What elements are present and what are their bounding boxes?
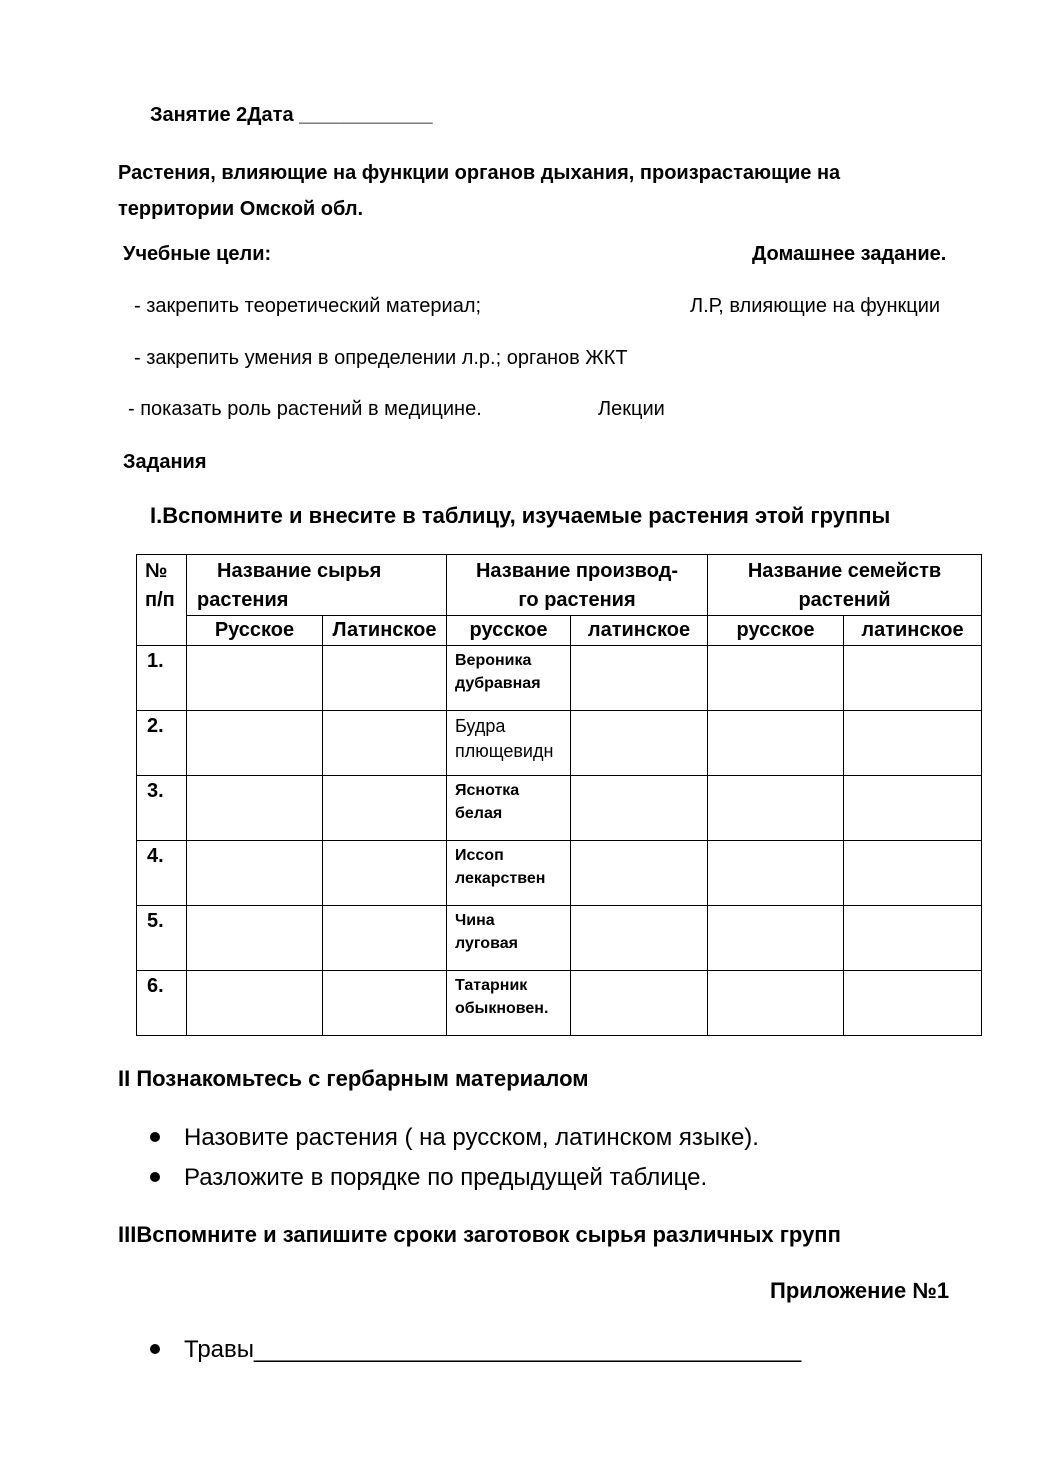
bullet-icon: [150, 1132, 160, 1142]
row-number: 4.: [137, 841, 187, 906]
lesson-date-line: Занятие 2Дата ____________: [150, 104, 433, 126]
subheader-latin: Латинское: [323, 616, 447, 646]
row-number: 3.: [137, 776, 187, 841]
empty-cell: [187, 646, 323, 711]
bullet-text: Травы_________________________________________: [184, 1336, 802, 1363]
row-number: 5.: [137, 906, 187, 971]
empty-cell: [571, 776, 708, 841]
task-2-title: II Познакомьтесь с гербарным материалом: [118, 1066, 589, 1091]
plant-name: Татарник обыкновен.: [447, 971, 571, 1036]
subheader-russian: Русское: [187, 616, 323, 646]
empty-cell: [323, 841, 447, 906]
empty-cell: [844, 906, 982, 971]
lesson-topic: Растения, влияющие на функции органов дыхания, произрастающие на территории Омской обл.: [118, 162, 841, 220]
empty-cell: [571, 711, 708, 776]
goal-item: - закрепить теоретический материал;: [134, 295, 482, 317]
empty-cell: [571, 971, 708, 1036]
plants-table: [136, 554, 982, 1036]
table-row: [137, 906, 982, 971]
bullet-item: [150, 1336, 801, 1364]
empty-cell: [571, 906, 708, 971]
empty-cell: [708, 776, 844, 841]
goal-item: - показать роль растений в медицине.: [128, 398, 482, 420]
empty-cell: [323, 971, 447, 1036]
column-header-producing-plant: Название производ-го растения: [447, 555, 708, 616]
table-row: [137, 776, 982, 841]
subheader-russian: русское: [447, 616, 571, 646]
empty-cell: [708, 646, 844, 711]
empty-cell: [187, 776, 323, 841]
empty-cell: [708, 971, 844, 1036]
task-1-title: I.Вспомните и внесите в таблицу, изучаемые растения этой группы: [150, 503, 891, 528]
empty-cell: [844, 841, 982, 906]
empty-cell: [571, 646, 708, 711]
empty-cell: [187, 711, 323, 776]
empty-cell: [323, 646, 447, 711]
goals-heading: Учебные цели:: [123, 243, 272, 265]
empty-cell: [708, 906, 844, 971]
column-header-family: Название семейств растений: [708, 555, 982, 616]
homework-line: Л.Р, влияющие на функции: [690, 295, 941, 317]
empty-cell: [708, 711, 844, 776]
row-number: 6.: [137, 971, 187, 1036]
empty-cell: [708, 841, 844, 906]
table-row: [137, 971, 982, 1036]
empty-cell: [187, 971, 323, 1036]
appendix-label: Приложение №1: [770, 1278, 950, 1303]
bullet-icon: [150, 1344, 160, 1354]
plant-name: Яснотка белая: [447, 776, 571, 841]
homework-heading: Домашнее задание.: [752, 243, 947, 265]
table-row: [137, 711, 982, 776]
empty-cell: [571, 841, 708, 906]
empty-cell: [844, 711, 982, 776]
empty-cell: [844, 646, 982, 711]
column-header-raw-material: Название сырья растения: [187, 555, 447, 616]
bullet-item: [150, 1164, 707, 1192]
empty-cell: [323, 711, 447, 776]
goal-item: - закрепить умения в определении л.р.; органов ЖКТ: [134, 347, 628, 369]
homework-line: Лекции: [598, 398, 665, 420]
empty-cell: [323, 906, 447, 971]
plant-name: Будра плющевидн: [447, 711, 571, 776]
plant-name: Иссоп лекарствен: [447, 841, 571, 906]
column-header-number: № п/п: [137, 555, 187, 646]
tasks-heading: Задания: [123, 451, 207, 473]
bullet-item: [150, 1124, 759, 1152]
subheader-russian: русское: [708, 616, 844, 646]
subheader-latin: латинское: [571, 616, 708, 646]
empty-cell: [187, 841, 323, 906]
empty-cell: [844, 776, 982, 841]
table-row: [137, 646, 982, 711]
bullet-icon: [150, 1172, 160, 1182]
row-number: 2.: [137, 711, 187, 776]
empty-cell: [187, 906, 323, 971]
plant-name: Вероника дубравная: [447, 646, 571, 711]
bullet-text: Разложите в порядке по предыдущей таблице.: [184, 1164, 708, 1191]
bullet-text: Назовите растения ( на русском, латинском языке).: [184, 1124, 759, 1151]
empty-cell: [323, 776, 447, 841]
row-number: 1.: [137, 646, 187, 711]
empty-cell: [844, 971, 982, 1036]
task-3-title: IIIВспомните и запишите сроки заготовок сырья различных групп: [118, 1222, 841, 1247]
plant-name: Чина луговая: [447, 906, 571, 971]
table-row: [137, 841, 982, 906]
subheader-latin: латинское: [844, 616, 982, 646]
